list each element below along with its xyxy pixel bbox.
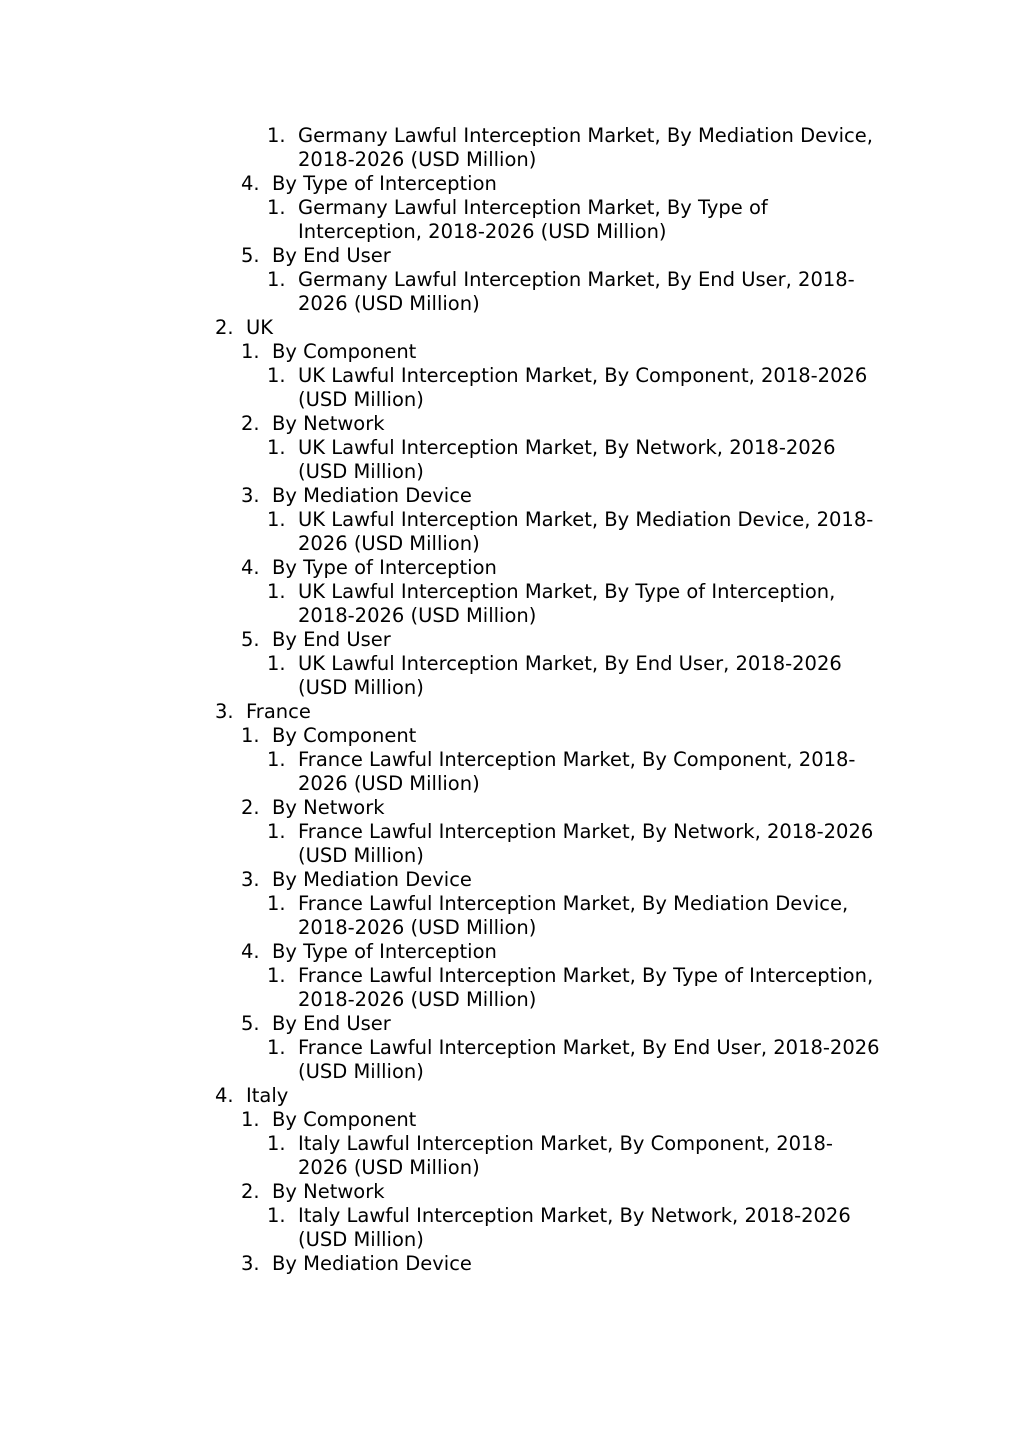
- item-text: (USD Million): [298, 460, 424, 483]
- outline-item-level-3: [0, 196, 1023, 220]
- item-text: 2026 (USD Million): [298, 772, 480, 795]
- item-text: (USD Million): [298, 1228, 424, 1251]
- outline-item-level-3: [0, 748, 1023, 772]
- outline-item-level-2: [0, 1012, 1023, 1036]
- outline-item-level-2: [0, 556, 1023, 580]
- item-text: 2018-2026 (USD Million): [298, 604, 537, 627]
- item-text: UK: [246, 316, 274, 339]
- item-text: UK Lawful Interception Market, By Type of Interception,: [298, 580, 836, 603]
- item-number: 4.: [241, 556, 260, 579]
- item-text: By Type of Interception: [272, 556, 497, 579]
- outline-item-continuation: [0, 1060, 1023, 1084]
- item-number: 4.: [241, 940, 260, 963]
- outline-item-level-2: [0, 940, 1023, 964]
- outline-item-level-1: [0, 700, 1023, 724]
- item-text: 2018-2026 (USD Million): [298, 916, 537, 939]
- outline-item-continuation: [0, 220, 1023, 244]
- outline-item-level-3: [0, 820, 1023, 844]
- outline-item-level-3: [0, 652, 1023, 676]
- outline-item-level-3: [0, 364, 1023, 388]
- item-text: UK Lawful Interception Market, By Network, 2018-2026: [298, 436, 836, 459]
- item-text: By End User: [272, 1012, 391, 1035]
- outline-item-level-3: [0, 1132, 1023, 1156]
- document-body: [0, 124, 1023, 1276]
- item-number: 1.: [267, 268, 286, 291]
- item-text: Germany Lawful Interception Market, By Mediation Device,: [298, 124, 873, 147]
- item-number: 1.: [241, 1108, 260, 1131]
- item-text: France Lawful Interception Market, By Type of Interception,: [298, 964, 874, 987]
- item-number: 5.: [241, 628, 260, 651]
- item-text: By Network: [272, 1180, 385, 1203]
- item-text: 2018-2026 (USD Million): [298, 148, 537, 171]
- outline-item-continuation: [0, 1228, 1023, 1252]
- item-text: UK Lawful Interception Market, By Component, 2018-2026: [298, 364, 868, 387]
- item-number: 1.: [267, 364, 286, 387]
- item-number: 1.: [267, 652, 286, 675]
- outline-item-continuation: [0, 916, 1023, 940]
- item-text: UK Lawful Interception Market, By Mediation Device, 2018-: [298, 508, 874, 531]
- item-text: By Network: [272, 412, 385, 435]
- outline-item-continuation: [0, 988, 1023, 1012]
- item-number: 1.: [267, 436, 286, 459]
- item-text: (USD Million): [298, 676, 424, 699]
- item-number: 1.: [267, 580, 286, 603]
- outline-item-level-2: [0, 172, 1023, 196]
- item-text: 2026 (USD Million): [298, 1156, 480, 1179]
- outline-item-level-2: [0, 244, 1023, 268]
- item-number: 5.: [241, 244, 260, 267]
- outline-item-level-2: [0, 628, 1023, 652]
- outline-item-level-1: [0, 316, 1023, 340]
- item-number: 1.: [241, 724, 260, 747]
- outline-item-level-2: [0, 1180, 1023, 1204]
- item-number: 4.: [215, 1084, 234, 1107]
- outline-item-level-3: [0, 124, 1023, 148]
- outline-item-continuation: [0, 772, 1023, 796]
- item-text: By End User: [272, 244, 391, 267]
- outline-item-level-3: [0, 892, 1023, 916]
- outline-item-level-3: [0, 580, 1023, 604]
- outline-item-level-3: [0, 1204, 1023, 1228]
- item-text: By Mediation Device: [272, 1252, 472, 1275]
- item-text: By Type of Interception: [272, 172, 497, 195]
- item-number: 1.: [267, 748, 286, 771]
- item-number: 3.: [215, 700, 234, 723]
- outline-item-level-2: [0, 1252, 1023, 1276]
- item-number: 1.: [267, 964, 286, 987]
- item-text: France Lawful Interception Market, By Component, 2018-: [298, 748, 856, 771]
- item-text: Italy: [246, 1084, 289, 1107]
- item-text: UK Lawful Interception Market, By End User, 2018-2026: [298, 652, 842, 675]
- outline-item-level-2: [0, 868, 1023, 892]
- outline-item-level-2: [0, 1108, 1023, 1132]
- item-text: 2026 (USD Million): [298, 292, 480, 315]
- outline-item-level-2: [0, 484, 1023, 508]
- outline-item-level-3: [0, 1036, 1023, 1060]
- outline-item-continuation: [0, 532, 1023, 556]
- item-number: 1.: [267, 1132, 286, 1155]
- outline-item-continuation: [0, 460, 1023, 484]
- item-number: 2.: [241, 412, 260, 435]
- item-text: Italy Lawful Interception Market, By Component, 2018-: [298, 1132, 833, 1155]
- item-text: By Component: [272, 1108, 417, 1131]
- item-number: 1.: [267, 820, 286, 843]
- item-number: 3.: [241, 868, 260, 891]
- item-text: France: [246, 700, 311, 723]
- item-number: 4.: [241, 172, 260, 195]
- outline-item-level-2: [0, 796, 1023, 820]
- item-text: (USD Million): [298, 844, 424, 867]
- item-text: 2018-2026 (USD Million): [298, 988, 537, 1011]
- item-number: 2.: [215, 316, 234, 339]
- outline-item-level-1: [0, 1084, 1023, 1108]
- item-number: 3.: [241, 484, 260, 507]
- item-text: By Mediation Device: [272, 868, 472, 891]
- item-text: (USD Million): [298, 388, 424, 411]
- item-number: 1.: [267, 196, 286, 219]
- item-number: 3.: [241, 1252, 260, 1275]
- item-text: France Lawful Interception Market, By Network, 2018-2026: [298, 820, 874, 843]
- outline-item-level-2: [0, 340, 1023, 364]
- item-text: By Network: [272, 796, 385, 819]
- outline-item-continuation: [0, 844, 1023, 868]
- item-number: 5.: [241, 1012, 260, 1035]
- item-number: 1.: [267, 124, 286, 147]
- outline-item-level-2: [0, 724, 1023, 748]
- item-number: 1.: [267, 508, 286, 531]
- outline-item-continuation: [0, 676, 1023, 700]
- outline-item-level-3: [0, 436, 1023, 460]
- outline-item-continuation: [0, 292, 1023, 316]
- item-number: 1.: [241, 340, 260, 363]
- item-text: By Component: [272, 340, 417, 363]
- item-text: (USD Million): [298, 1060, 424, 1083]
- outline-item-level-3: [0, 268, 1023, 292]
- item-text: 2026 (USD Million): [298, 532, 480, 555]
- item-number: 1.: [267, 1204, 286, 1227]
- item-text: By Mediation Device: [272, 484, 472, 507]
- item-text: By Type of Interception: [272, 940, 497, 963]
- outline-item-continuation: [0, 604, 1023, 628]
- outline-item-level-3: [0, 508, 1023, 532]
- item-text: Germany Lawful Interception Market, By End User, 2018-: [298, 268, 855, 291]
- item-text: Italy Lawful Interception Market, By Network, 2018-2026: [298, 1204, 851, 1227]
- item-number: 1.: [267, 1036, 286, 1059]
- item-number: 2.: [241, 1180, 260, 1203]
- item-text: Interception, 2018-2026 (USD Million): [298, 220, 667, 243]
- item-text: France Lawful Interception Market, By End User, 2018-2026: [298, 1036, 880, 1059]
- item-number: 2.: [241, 796, 260, 819]
- outline-item-continuation: [0, 1156, 1023, 1180]
- outline-item-continuation: [0, 388, 1023, 412]
- outline-item-continuation: [0, 148, 1023, 172]
- item-text: By Component: [272, 724, 417, 747]
- item-text: By End User: [272, 628, 391, 651]
- outline-item-level-3: [0, 964, 1023, 988]
- item-number: 1.: [267, 892, 286, 915]
- outline-item-level-2: [0, 412, 1023, 436]
- item-text: Germany Lawful Interception Market, By Type of: [298, 196, 768, 219]
- item-text: France Lawful Interception Market, By Mediation Device,: [298, 892, 849, 915]
